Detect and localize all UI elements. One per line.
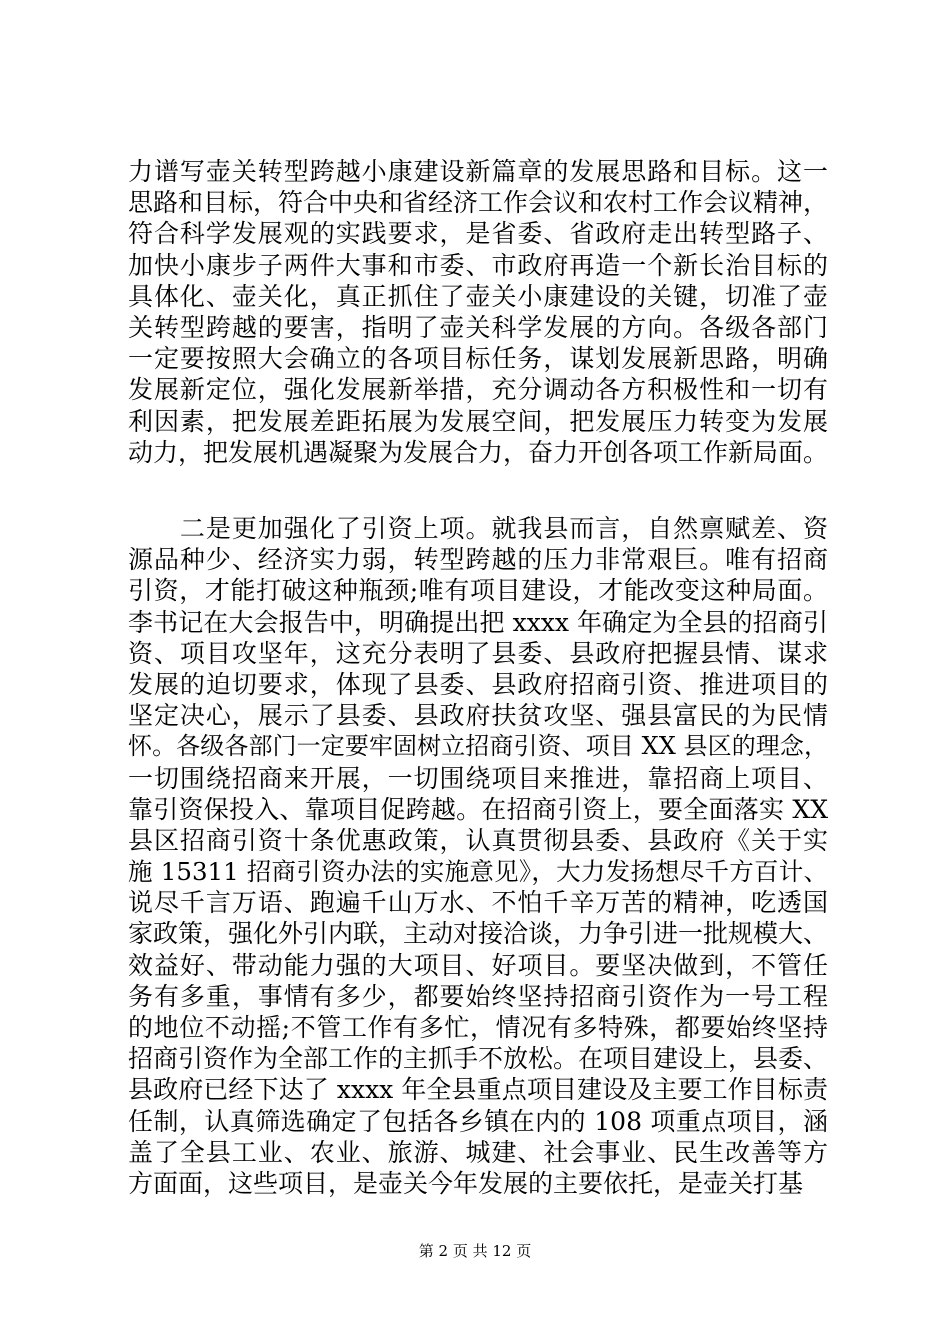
text-line: 具体化、壶关化，真正抓住了壶关小康建设的关键，切准了壶: [128, 281, 828, 311]
text-line: 加快小康步子两件大事和市委、市政府再造一个新长治目标的: [128, 250, 828, 280]
text-line: 招商引资作为全部工作的主抓手不放松。在项目建设上，县委、: [128, 1044, 829, 1074]
text-line: 李书记在大会报告中，明确提出把 xxxx 年确定为全县的招商引: [128, 607, 828, 637]
paragraph-2: [128, 513, 828, 1199]
text-line: 县区招商引资十条优惠政策，认真贯彻县委、县政府《关于实: [128, 825, 828, 855]
text-line: 一定要按照大会确立的各项目标任务，谋划发展新思路，明确: [128, 344, 828, 374]
text-line: 源品种少、经济实力弱，转型跨越的压力非常艰巨。唯有招商: [128, 545, 828, 575]
text-line: 效益好、带动能力强的大项目、好项目。要坚决做到，不管任: [128, 950, 828, 980]
text-line: 方面面，这些项目，是壶关今年发展的主要依托，是壶关打基: [128, 1168, 804, 1198]
text-line: 说尽千言万语、跑遍千山万水、不怕千辛万苦的精神，吃透国: [128, 888, 828, 918]
text-line: 发展新定位，强化发展新举措，充分调动各方积极性和一切有: [128, 375, 828, 405]
text-line: 力谱写壶关转型跨越小康建设新篇章的发展思路和目标。这一: [128, 157, 828, 186]
page-number-footer: 第 2 页 共 12 页: [418, 1242, 532, 1260]
text-line: 利因素，把发展差距拓展为发展空间，把发展压力转变为发展: [128, 406, 828, 436]
paragraph-1: [128, 156, 828, 468]
text-line: 思路和目标，符合中央和省经济工作会议和农村工作会议精神，: [128, 188, 829, 218]
text-line: 县政府已经下达了 xxxx 年全县重点项目建设及主要工作目标责: [128, 1075, 828, 1105]
text-line: 务有多重，事情有多少，都要始终坚持招商引资作为一号工程: [128, 981, 828, 1011]
text-line: 家政策，强化外引内联，主动对接洽谈，力争引进一批规模大、: [128, 919, 829, 949]
text-line: 坚定决心，展示了县委、县政府扶贫攻坚、强县富民的为民情: [128, 701, 828, 731]
text-line: 关转型跨越的要害，指明了壶关科学发展的方向。各级各部门: [128, 312, 828, 342]
text-line: 符合科学发展观的实践要求，是省委、省政府走出转型路子、: [128, 219, 828, 249]
text-line: 引资，才能打破这种瓶颈;唯有项目建设，才能改变这种局面。: [128, 576, 828, 606]
text-line: 靠引资保投入、靠项目促跨越。在招商引资上，要全面落实 XX: [128, 794, 828, 824]
text-line: 二是更加强化了引资上项。就我县而言，自然禀赋差、资: [128, 514, 828, 543]
text-line: 发展的迫切要求，体现了县委、县政府招商引资、推进项目的: [128, 669, 828, 699]
text-line: 动力，把发展机遇凝聚为发展合力，奋力开创各项工作新局面。: [128, 437, 829, 467]
text-line: 盖了全县工业、农业、旅游、城建、社会事业、民生改善等方: [128, 1137, 828, 1167]
text-line: 一切围绕招商来开展，一切围绕项目来推进，靠招商上项目、: [128, 763, 828, 793]
text-line: 怀。各级各部门一定要牢固树立招商引资、项目 XX 县区的理念，: [128, 732, 828, 761]
text-line: 的地位不动摇;不管工作有多忙，情况有多特殊，都要始终坚持: [128, 1013, 828, 1042]
text-line: 资、项目攻坚年，这充分表明了县委、县政府把握县情、谋求: [128, 638, 828, 668]
text-line: 任制，认真筛选确定了包括各乡镇在内的 108 项重点项目，涵: [128, 1106, 828, 1136]
text-line: 施 15311 招商引资办法的实施意见》，大力发扬想尽千方百计、: [128, 857, 828, 887]
